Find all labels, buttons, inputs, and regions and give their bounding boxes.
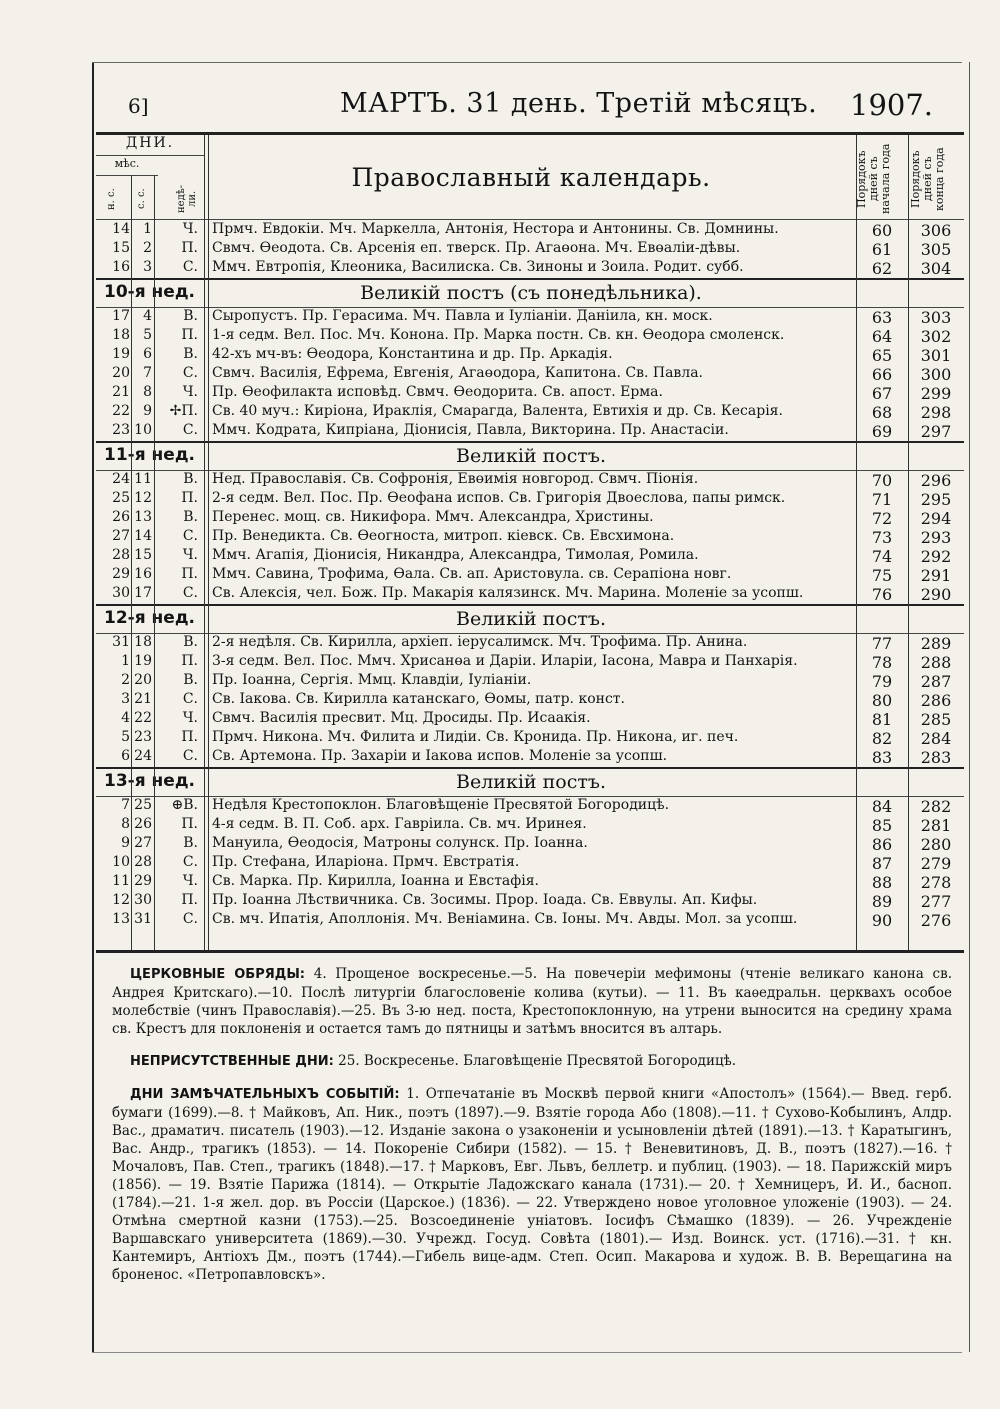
days-from-start-header: Порядокъ дней съ начала года [855, 143, 892, 215]
weekday: С. [182, 748, 198, 764]
new-style-date: 4 [121, 710, 130, 726]
calendar-row [96, 816, 964, 835]
new-style-date: 14 [112, 221, 130, 237]
old-style-date: 12 [134, 490, 152, 506]
weekday: В. [183, 509, 198, 525]
saints-text: Ммч. Кодрата, Кипріана, Діонисія, Павла, Викторина. Пр. Анастасіи. [212, 422, 729, 438]
weekday: П. [181, 327, 198, 343]
day-of-year: 72 [871, 509, 893, 528]
old-style-date: 7 [143, 365, 152, 381]
days-remaining: 290 [920, 585, 952, 604]
day-of-year: 69 [871, 422, 893, 441]
weekday: П. [181, 729, 198, 745]
calendar-row [96, 240, 964, 259]
days-remaining: 286 [920, 691, 952, 710]
week-label: 13-я нед. [104, 771, 196, 791]
saints-text: Пр. Венедикта. Св. Өеогноста, митроп. кіевск. Св. Евсхимона. [212, 528, 675, 544]
new-style-date: 31 [112, 634, 130, 650]
new-style-date: 11 [112, 873, 130, 889]
calendar-row [96, 653, 964, 672]
calendar-row [96, 672, 964, 691]
days-remaining: 283 [920, 748, 952, 767]
day-of-year: 78 [871, 653, 893, 672]
old-style-date: 25 [134, 797, 152, 813]
days-remaining: 277 [920, 892, 952, 911]
header-bottom-rule [96, 219, 964, 220]
new-style-date: 5 [121, 729, 130, 745]
weekday: Ч. [182, 873, 198, 889]
old-style-date: 28 [134, 854, 152, 870]
old-style-date: 3 [143, 259, 152, 275]
old-style-date: 2 [143, 240, 152, 256]
days-remaining: 299 [920, 384, 952, 403]
old-style-date: 20 [134, 672, 152, 688]
weekday: С. [182, 422, 198, 438]
day-of-year: 80 [871, 691, 893, 710]
saints-text: Ммч. Евтропія, Клеоника, Василиска. Св. Зиноны и Зоила. Родит. субб. [212, 259, 744, 275]
days-remaining: 296 [920, 471, 952, 490]
saints-text: Ммч. Савина, Трофима, Өала. Св. ап. Аристовула. св. Серапіона новг. [212, 566, 732, 582]
page-title: МАРТЪ. 31 день. Третій мѣсяцъ. [340, 88, 818, 119]
weekday-header: недѣ-ли. [176, 184, 198, 214]
weekday: П. [181, 892, 198, 908]
old-style-date: 29 [134, 873, 152, 889]
calendar-row [96, 729, 964, 748]
week-header [96, 604, 964, 634]
days-remaining: 282 [920, 797, 952, 816]
day-of-year: 64 [871, 327, 893, 346]
old-style-date: 21 [134, 691, 152, 707]
days-remaining: 287 [920, 672, 952, 691]
top-rule [92, 62, 962, 63]
saints-text: Мануила, Өеодосія, Матроны солунск. Пр. Іоанна. [212, 835, 588, 851]
calendar-row [96, 509, 964, 528]
holidays-text: 25. Воскресенье. Благовѣщеніе Пресвятой Богородицѣ. [338, 1053, 737, 1069]
old-style-date: 24 [134, 748, 152, 764]
day-of-year: 79 [871, 672, 893, 691]
new-style-date: 21 [112, 384, 130, 400]
saints-text: Пр. Стефана, Иларіона. Прмч. Евстратія. [212, 854, 520, 870]
old-style-date: 11 [134, 471, 152, 487]
days-remaining: 291 [920, 566, 952, 585]
old-style-date: 4 [143, 308, 152, 324]
week-label: 10-я нед. [104, 282, 196, 302]
holidays-label: НЕПРИСУТСТВЕННЫЕ ДНИ: [130, 1054, 334, 1069]
saints-text: Свмч. Василія, Ефрема, Евгенія, Агаөодора, Капитона. Св. Павла. [212, 365, 703, 381]
new-style-date: 15 [112, 240, 130, 256]
new-style-date: 9 [121, 835, 130, 851]
column-divider [208, 135, 209, 950]
calendar-row [96, 528, 964, 547]
calendar-row [96, 797, 964, 816]
saints-text: Прмч. Никона. Мч. Филита и Лидіи. Св. Кронида. Пр. Никона, иг. печ. [212, 729, 739, 745]
column-divider [856, 135, 857, 950]
weekday: ⊕В. [171, 797, 198, 813]
days-remaining: 295 [920, 490, 952, 509]
weekday: С. [182, 691, 198, 707]
days-remaining: 288 [920, 653, 952, 672]
saints-text: Пр. Өеофилакта исповѣд. Свмч. Өеодорита. Св. апост. Ерма. [212, 384, 663, 400]
events-text: 1. Отпечатаніе въ Москвѣ первой книги «Апостолъ» (1564).— Введ. герб. бумаги (1699).—8. † Майковъ, Ап. Ник., поэтъ (1897).—9. Взятіе города Або (1808).—11. † Сухово-Кобылинъ, Алдр. Вас., драматич. писатель (1903).—12. Изданіе закона о узаконеніи и усыновленіи дѣтей (1891).—13. † Каратыгинъ, Вас. Андр., трагикъ (1853). — 14. Покореніе Сибири (1582). — 15. † Веневитиновъ, Д. В., поэтъ (1827).—16. † Мочаловъ, Пав. Степ., трагикъ (1848).—17. † Марковъ, Евг. Львъ, беллетр. и публиц. (1903). — 18. Парижскій миръ (1856). — 19. Взятіе Парижа (1814). — Открытіе Ладожскаго канала (1731).— 20. † Хемницеръ, И. И., басноп. (1784).—21. 1-я жел. дор. въ Россіи (Царское.) (1836). — 22. Утверждено новое уголовное уложеніе (1903). — 24. Отмѣна смертной казни (1753).—25. Возсоединеніе уніатовъ. Іосифъ Сѣмашко (1839). — 26. Учрежденіе Варшавскаго университета (1869).—30. Учрежд. Госуд. Совѣта (1801).— Изд. Воинск. уст. (1716).—31. † кн. Кантемиръ, Антіохъ Дм., поэтъ (1744).—Гибель вице-адм. Степ. Осип. Макарова и худож. В. В. Верещагина на броненос. «Петропавловскъ». [112, 1086, 952, 1283]
saints-text: Пр. Іоанна, Сергія. Ммц. Клавдіи, Іуліаніи. [212, 672, 532, 688]
new-style-date: 3 [121, 691, 130, 707]
weekday: С. [182, 911, 198, 927]
new-style-header: н. с. [106, 188, 117, 210]
new-style-date: 16 [112, 259, 130, 275]
saints-text: 2-я недѣля. Св. Кирилла, архіеп. іерусалимск. Мч. Трофима. Пр. Анина. [212, 634, 748, 650]
saints-text: Перенес. мощ. св. Никифора. Ммч. Александра, Христины. [212, 509, 654, 525]
days-remaining: 294 [920, 509, 952, 528]
weekday: В. [183, 471, 198, 487]
days-remaining: 293 [920, 528, 952, 547]
church-rites-text: 4. Прощеное воскресенье.—5. На повечеріи мефимоны (чтеніе великаго канона св. Андрея Критскаго).—10. Послѣ литургіи благословеніе колива (кутьи). — 11. Въ каѳедральн. церквахъ особое молебствіе (чинъ Православія).—25. Въ 3-ю нед. поста, Крестопоклонную, на утрени выносится на средину храма св. Крестъ для поклоненія и остается тамъ до пятницы и затѣмъ вносится въ алтарь. [112, 966, 952, 1037]
old-style-date: 26 [134, 816, 152, 832]
new-style-date: 17 [112, 308, 130, 324]
new-style-date: 8 [121, 816, 130, 832]
days-remaining: 300 [920, 365, 952, 384]
saints-text: Прмч. Евдокіи. Мч. Маркелла, Антонія, Нестора и Антонины. Св. Домнины. [212, 221, 779, 237]
weekday: С. [182, 365, 198, 381]
events-paragraph [112, 1085, 952, 1284]
weekday: П. [181, 240, 198, 256]
calendar-row [96, 854, 964, 873]
new-style-date: 20 [112, 365, 130, 381]
saints-text: 4-я седм. В. П. Соб. арх. Гавріила. Св. мч. Иринея. [212, 816, 587, 832]
calendar-row [96, 490, 964, 509]
days-remaining: 292 [920, 547, 952, 566]
calendar-row [96, 346, 964, 365]
calendar-row [96, 892, 964, 911]
day-of-year: 87 [871, 854, 893, 873]
old-style-date: 6 [143, 346, 152, 362]
old-style-date: 22 [134, 710, 152, 726]
old-style-date: 19 [134, 653, 152, 669]
saints-text: Св. 40 муч.: Киріона, Ираклія, Смарагда, Валента, Евтихія и др. Св. Кесарія. [212, 403, 783, 419]
day-of-year: 66 [871, 365, 893, 384]
new-style-date: 18 [112, 327, 130, 343]
calendar-row [96, 547, 964, 566]
saints-text: Св. Марка. Пр. Кирилла, Іоанна и Евстафія. [212, 873, 539, 889]
holidays-paragraph [112, 1052, 952, 1071]
calendar-row [96, 422, 964, 441]
day-of-year: 85 [871, 816, 893, 835]
calendar-row [96, 221, 964, 240]
days-remaining: 279 [920, 854, 952, 873]
days-remaining: 280 [920, 835, 952, 854]
calendar-row [96, 873, 964, 892]
day-of-year: 81 [871, 710, 893, 729]
day-of-year: 75 [871, 566, 893, 585]
day-of-year: 68 [871, 403, 893, 422]
saints-text: 1-я седм. Вел. Пос. Мч. Конона. Пр. Марка постн. Св. кн. Өеодора смоленск. [212, 327, 785, 343]
days-remaining: 305 [920, 240, 952, 259]
calendar-row [96, 566, 964, 585]
weekday: В. [183, 672, 198, 688]
calendar-row [96, 748, 964, 767]
day-of-year: 61 [871, 240, 893, 259]
day-of-year: 71 [871, 490, 893, 509]
old-style-date: 14 [134, 528, 152, 544]
old-style-date: 9 [143, 403, 152, 419]
day-of-year: 86 [871, 835, 893, 854]
calendar-row [96, 403, 964, 422]
new-style-date: 12 [112, 892, 130, 908]
weekday: Ч. [182, 547, 198, 563]
day-of-year: 73 [871, 528, 893, 547]
calendar-row [96, 634, 964, 653]
days-remaining: 302 [920, 327, 952, 346]
calendar-row [96, 327, 964, 346]
saints-text: 42-хъ мч-въ: Өеодора, Константина и др. Пр. Аркадія. [212, 346, 613, 362]
old-style-date: 30 [134, 892, 152, 908]
weekday: С. [182, 259, 198, 275]
days-remaining: 298 [920, 403, 952, 422]
new-style-date: 25 [112, 490, 130, 506]
days-remaining: 276 [920, 911, 952, 930]
church-rites-paragraph [112, 965, 952, 1038]
column-divider [154, 175, 155, 950]
old-style-date: 1 [143, 221, 152, 237]
calendar-row [96, 710, 964, 729]
day-of-year: 62 [871, 259, 893, 278]
weekday: Ч. [182, 710, 198, 726]
old-style-date: 13 [134, 509, 152, 525]
days-remaining: 285 [920, 710, 952, 729]
days-remaining: 301 [920, 346, 952, 365]
day-of-year: 76 [871, 585, 893, 604]
weekday: П. [181, 490, 198, 506]
weekday: В. [183, 634, 198, 650]
saints-text: Свмч. Өеодота. Св. Арсенія еп. тверск. Пр. Агаөона. Мч. Евөаліи-дѣвы. [212, 240, 741, 256]
saints-text: 3-я седм. Вел. Пос. Ммч. Хрисанөа и Даріи. Иларіи, Іасона, Мавра и Панхарія. [212, 653, 798, 669]
column-divider [131, 175, 132, 950]
calendar-row [96, 911, 964, 930]
new-style-date: 10 [112, 854, 130, 870]
days-remaining: 284 [920, 729, 952, 748]
calendar-row [96, 585, 964, 604]
weekday: С. [182, 585, 198, 601]
old-style-date: 18 [134, 634, 152, 650]
weekday: В. [183, 308, 198, 324]
year: 1907. [850, 88, 934, 122]
week-header [96, 278, 964, 308]
week-title: Великій постъ. [456, 608, 606, 630]
week-title: Великій постъ (съ понедѣльника). [360, 282, 702, 304]
new-style-date: 22 [112, 403, 130, 419]
saints-text: Св. Артемона. Пр. Захаріи и Іакова испов. Моленіе за усопш. [212, 748, 668, 764]
days-remaining: 281 [920, 816, 952, 835]
old-style-date: 17 [134, 585, 152, 601]
page-number: 6] [128, 94, 149, 118]
calendar-row [96, 259, 964, 278]
old-style-date: 8 [143, 384, 152, 400]
saints-text: Пр. Іоанна Лѣствичника. Св. Зосимы. Прор. Іоада. Св. Еввулы. Ап. Кифы. [212, 892, 758, 908]
days-header: ДНИ. [125, 135, 175, 151]
new-style-date: 29 [112, 566, 130, 582]
new-style-date: 27 [112, 528, 130, 544]
new-style-date: 7 [121, 797, 130, 813]
new-style-date: 1 [121, 653, 130, 669]
column-divider [204, 135, 205, 950]
calendar-row [96, 384, 964, 403]
weekday: П. [181, 566, 198, 582]
old-style-header: с. с. [136, 188, 147, 210]
day-of-year: 82 [871, 729, 893, 748]
old-style-date: 10 [134, 422, 152, 438]
weekday: С. [182, 528, 198, 544]
days-to-end-header: Порядокъ дней съ конца года [909, 147, 946, 211]
day-of-year: 74 [871, 547, 893, 566]
new-style-date: 28 [112, 547, 130, 563]
week-title: Великій постъ. [456, 771, 606, 793]
day-of-year: 83 [871, 748, 893, 767]
new-style-date: 19 [112, 346, 130, 362]
calendar-row [96, 308, 964, 327]
saints-text: Ммч. Агапія, Діонисія, Никандра, Александра, Тимолая, Ромила. [212, 547, 699, 563]
days-remaining: 303 [920, 308, 952, 327]
new-style-date: 23 [112, 422, 130, 438]
weekday: С. [182, 854, 198, 870]
day-of-year: 63 [871, 308, 893, 327]
events-label: ДНИ ЗАМѢЧАТЕЛЬНЫХЪ СОБЫТІЙ: [130, 1087, 400, 1102]
column-divider [908, 135, 909, 950]
day-of-year: 84 [871, 797, 893, 816]
day-of-year: 60 [871, 221, 893, 240]
day-of-year: 70 [871, 471, 893, 490]
weekday: Ч. [182, 221, 198, 237]
weekday: Ч. [182, 384, 198, 400]
calendar-row [96, 691, 964, 710]
saints-text: Нед. Православія. Св. Софронія, Евөимія новгород. Свмч. Піонія. [212, 471, 699, 487]
days-remaining: 297 [920, 422, 952, 441]
new-style-date: 6 [121, 748, 130, 764]
new-style-date: 26 [112, 509, 130, 525]
weekday: П. [181, 816, 198, 832]
week-header [96, 441, 964, 471]
notes-section [112, 965, 952, 1298]
old-style-date: 27 [134, 835, 152, 851]
days-remaining: 278 [920, 873, 952, 892]
saints-text: Св. Іакова. Св. Кирилла катанскаго, Өомы, патр. конст. [212, 691, 626, 707]
page-header [110, 88, 960, 128]
church-rites-label: ЦЕРКОВНЫЕ ОБРЯДЫ: [130, 967, 305, 982]
days-remaining: 289 [920, 634, 952, 653]
old-style-date: 15 [134, 547, 152, 563]
week-label: 12-я нед. [104, 608, 196, 628]
saints-text: Свмч. Василія пресвит. Мц. Дросиды. Пр. Исаакія. [212, 710, 591, 726]
saints-text: Св. Алексія, чел. Бож. Пр. Макарія калязинск. Мч. Марина. Моленіе за усопш. [212, 585, 804, 601]
calendar-row [96, 471, 964, 490]
bottom-rule [92, 1352, 962, 1353]
days-remaining: 306 [920, 221, 952, 240]
saints-text: Св. мч. Ипатія, Аполлонія. Мч. Веніамина. Св. Іоны. Мч. Авды. Мол. за усопш. [212, 911, 798, 927]
day-of-year: 67 [871, 384, 893, 403]
weekday: П. [181, 653, 198, 669]
calendar-row [96, 365, 964, 384]
week-label: 11-я нед. [104, 445, 196, 465]
week-header [96, 767, 964, 797]
new-style-date: 30 [112, 585, 130, 601]
calendar-title: Православный календарь. [351, 163, 711, 192]
header-divider [96, 175, 158, 176]
day-of-year: 77 [871, 634, 893, 653]
month-header: мѣс. [114, 157, 140, 170]
days-remaining: 304 [920, 259, 952, 278]
new-style-date: 24 [112, 471, 130, 487]
old-style-date: 16 [134, 566, 152, 582]
day-of-year: 89 [871, 892, 893, 911]
week-title: Великій постъ. [456, 445, 606, 467]
old-style-date: 5 [143, 327, 152, 343]
saints-text: Сыропустъ. Пр. Герасима. Мч. Павла и Іуліаніи. Даніила, кн. моск. [212, 308, 713, 324]
weekday: В. [183, 835, 198, 851]
new-style-date: 2 [121, 672, 130, 688]
weekday: В. [183, 346, 198, 362]
saints-text: 2-я седм. Вел. Пос. Пр. Өеофана испов. Св. Григорія Двоеслова, папы римск. [212, 490, 786, 506]
saints-text: Недѣля Крестопоклон. Благовѣщеніе Пресвятой Богородицѣ. [212, 797, 670, 813]
calendar-row [96, 835, 964, 854]
old-style-date: 31 [134, 911, 152, 927]
day-of-year: 90 [871, 911, 893, 930]
new-style-date: 13 [112, 911, 130, 927]
header-divider [96, 155, 204, 156]
day-of-year: 88 [871, 873, 893, 892]
day-of-year: 65 [871, 346, 893, 365]
weekday: ✢П. [169, 403, 198, 419]
old-style-date: 23 [134, 729, 152, 745]
calendar-table [96, 132, 964, 953]
